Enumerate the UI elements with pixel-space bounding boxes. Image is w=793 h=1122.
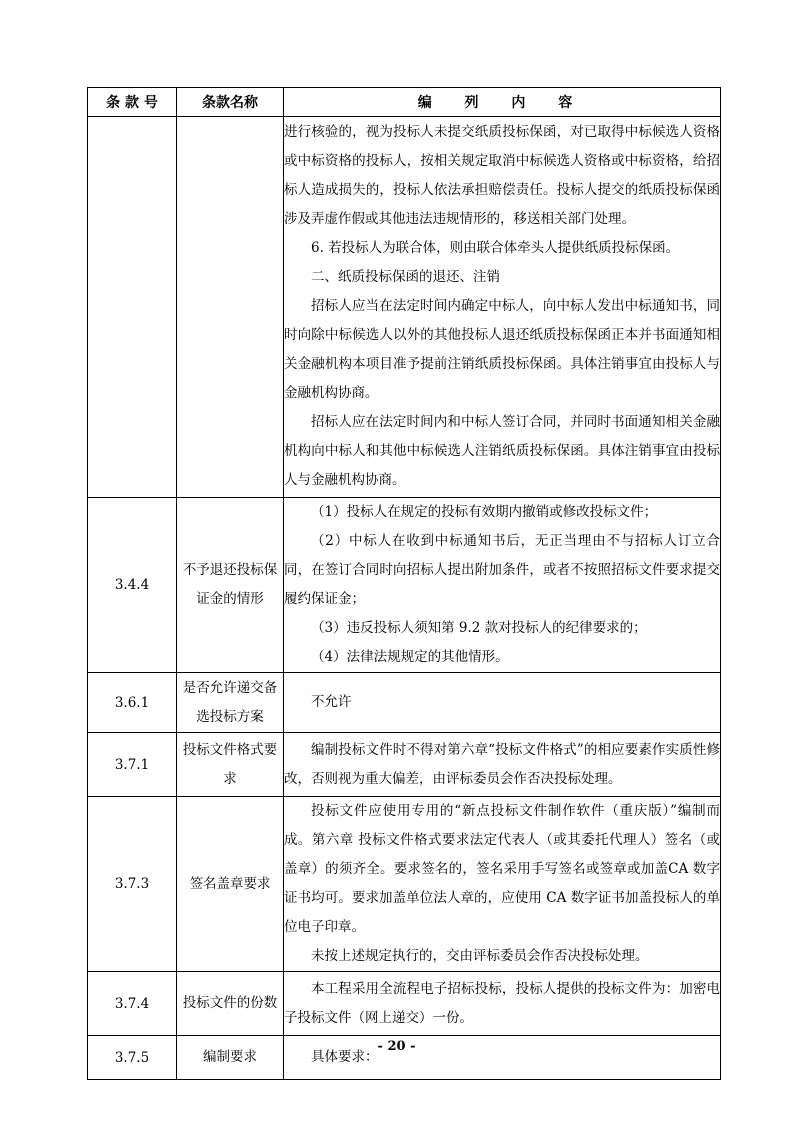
- content-paragraph: 招标人应当在法定时间内确定中标人，向中标人发出中标通知书，同时向除中标候选人以外的其他投标人退还纸质投标保函正本并书面通知相关金融机构本项目准予提前注销纸质投标保函。具体注销事宜由投标人与金融机构协商。: [284, 298, 720, 401]
- clause-no: 3.7.3: [88, 797, 177, 972]
- content-paragraph: 招标人应在法定时间内和中标人签订合同，并同时书面通知相关金融机构向中标人和其他中标候选人注销纸质投标保函。具体注销事宜由投标人与金融机构协商。: [284, 414, 720, 488]
- content-paragraph: （4）法律法规规定的其他情形。: [311, 649, 509, 665]
- content-paragraph: 未按上述规定执行的，交由评标委员会作否决投标处理。: [311, 948, 649, 964]
- content-paragraph: （1）投标人在规定的投标有效期内撤销或修改投标文件；: [311, 504, 658, 520]
- table-row: [88, 117, 721, 498]
- table-row: [88, 498, 721, 673]
- clause-no: 3.7.5: [88, 1036, 177, 1080]
- header-content: 编 列 内 容: [284, 88, 721, 117]
- table-row: [88, 733, 721, 797]
- clause-no: [88, 117, 177, 498]
- clause-name: 编制要求: [177, 1036, 284, 1080]
- clause-content: [284, 673, 721, 733]
- header-clause-name: 条款名称: [177, 88, 284, 117]
- table-header-row: [88, 88, 721, 117]
- content-paragraph: 编制投标文件时不得对第六章“投标文件格式”的相应要素作实质性修改，否则视为重大偏差，由评标委员会作否决投标处理。: [284, 741, 720, 787]
- clause-content: [284, 797, 721, 972]
- table-row: [88, 673, 721, 733]
- clause-name: 是否允许递交备选投标方案: [177, 673, 284, 733]
- clause-no: 3.6.1: [88, 673, 177, 733]
- table-row: [88, 972, 721, 1036]
- content-paragraph: 二、纸质投标保函的退还、注销: [311, 269, 500, 285]
- clause-table: [87, 87, 721, 1080]
- page-number: - 20 -: [377, 1039, 416, 1054]
- content-paragraph: 投标文件应使用专用的“新点投标文件制作软件（重庆版）”编制而成。第六章 投标文件格式要求法定代表人（或其委托代理人）签名（或盖章）的须齐全。要求签名的，签名采用手写签名或签章或加盖CA 数字证书均可。要求加盖单位法人章的，应使用 CA 数字证书加盖投标人的单位电子印章。: [284, 803, 720, 935]
- clause-name: 投标文件格式要求: [177, 733, 284, 797]
- content-paragraph: （2）中标人在收到中标通知书后，无正当理由不与招标人订立合同，在签订合同时向招标人提出附加条件，或者不按照招标文件要求提交履约保证金；: [284, 533, 720, 607]
- content-paragraph: 不允许: [311, 694, 352, 710]
- content-paragraph: 进行核验的，视为投标人未提交纸质投标保函，对已取得中标候选人资格或中标资格的投标人，按相关规定取消中标候选人资格或中标资格，给招标人造成损失的，投标人依法承担赔偿责任。投标人提交的纸质投标保函涉及弄虚作假或其他违法违规情形的，移送相关部门处理。: [284, 124, 720, 227]
- clause-no: 3.7.1: [88, 733, 177, 797]
- clause-content: [284, 117, 721, 498]
- content-paragraph: （3）违反投标人须知第 9.2 款对投标人的纪律要求的；: [311, 620, 647, 636]
- clause-name: [177, 117, 284, 498]
- clause-name: 投标文件的份数: [177, 972, 284, 1036]
- clause-name: 签名盖章要求: [177, 797, 284, 972]
- clause-name: 不予退还投标保证金的情形: [177, 498, 284, 673]
- content-paragraph: 具体要求：: [311, 1049, 379, 1065]
- content-paragraph: 6. 若投标人为联合体，则由联合体牵头人提供纸质投标保函。: [311, 240, 680, 256]
- content-paragraph: 本工程采用全流程电子招标投标，投标人提供的投标文件为：加密电子投标文件（网上递交）一份。: [284, 980, 720, 1026]
- clause-content: [284, 733, 721, 797]
- table-row: [88, 797, 721, 972]
- header-clause-no: 条 款 号: [88, 88, 177, 117]
- clause-no: 3.7.4: [88, 972, 177, 1036]
- clause-content: [284, 498, 721, 673]
- clause-content: [284, 972, 721, 1036]
- clause-no: 3.4.4: [88, 498, 177, 673]
